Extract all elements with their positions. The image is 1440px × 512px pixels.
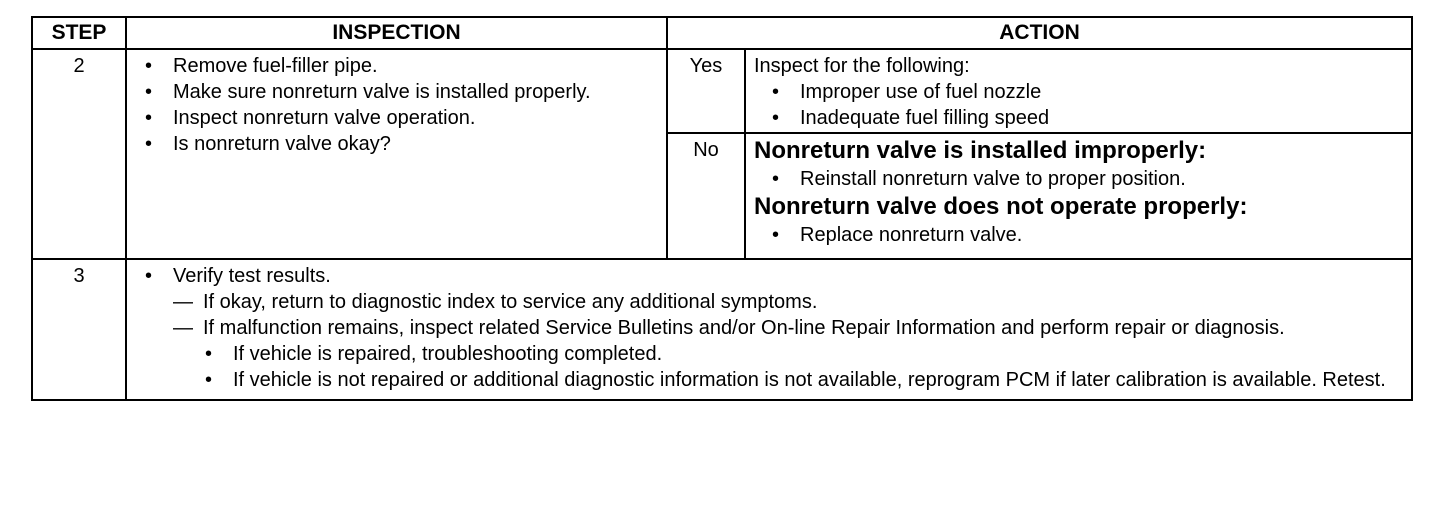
step2-yes-action [745, 49, 1412, 133]
diagnostic-table [31, 16, 1413, 401]
no-action-list-2 [754, 222, 1403, 248]
no-action-heading-2: Nonreturn valve does not operate properly: [754, 193, 1248, 220]
list-item: • Improper use of fuel nozzle [800, 79, 1403, 105]
yes-action-list [754, 79, 1403, 131]
list-item: • If vehicle is not repaired or additional diagnostic information is not available, reprogram PCM if later calibration is available. Retest. [233, 367, 1401, 393]
header-row [32, 17, 1412, 49]
step2-inspection-list [127, 50, 666, 157]
yes-action-intro: Inspect for the following: [754, 55, 970, 77]
list-item: • If vehicle is repaired, troubleshooting completed. [233, 341, 1401, 367]
header-step: STEP [32, 17, 126, 49]
step3-row [32, 259, 1412, 400]
step2-yes-label: Yes [667, 49, 745, 133]
list-item: • Inadequate fuel filling speed [800, 105, 1403, 131]
header-inspection: INSPECTION [126, 17, 667, 49]
list-item: • Remove fuel-filler pipe. [173, 53, 656, 79]
list-item: • Is nonreturn valve okay? [173, 131, 656, 157]
no-action-list-1 [754, 166, 1403, 192]
step2-no-action [745, 133, 1412, 259]
step3-number: 3 [32, 259, 126, 400]
list-item: • Inspect nonreturn valve operation. [173, 105, 656, 131]
list-item: • Make sure nonreturn valve is installed properly. [173, 79, 656, 105]
step3-sub-list [173, 341, 1401, 393]
step2-number: 2 [32, 49, 126, 259]
step3-dash-1: — If okay, return to diagnostic index to service any additional symptoms. [173, 289, 1401, 315]
step3-dash-2: — If malfunction remains, inspect related Service Bulletins and/or On-line Repair Information and perform repair or diagnosis. [173, 315, 1401, 341]
step2-inspection-cell [126, 49, 667, 259]
list-item: • Reinstall nonreturn valve to proper position. [800, 166, 1403, 192]
header-action: ACTION [667, 17, 1412, 49]
step3-content [126, 259, 1412, 400]
step2-no-label: No [667, 133, 745, 259]
step2-yes-row [32, 49, 1412, 133]
no-action-heading-1: Nonreturn valve is installed improperly: [754, 137, 1207, 164]
list-item: • Replace nonreturn valve. [800, 222, 1403, 248]
step3-main: • Verify test results. [173, 263, 1401, 289]
